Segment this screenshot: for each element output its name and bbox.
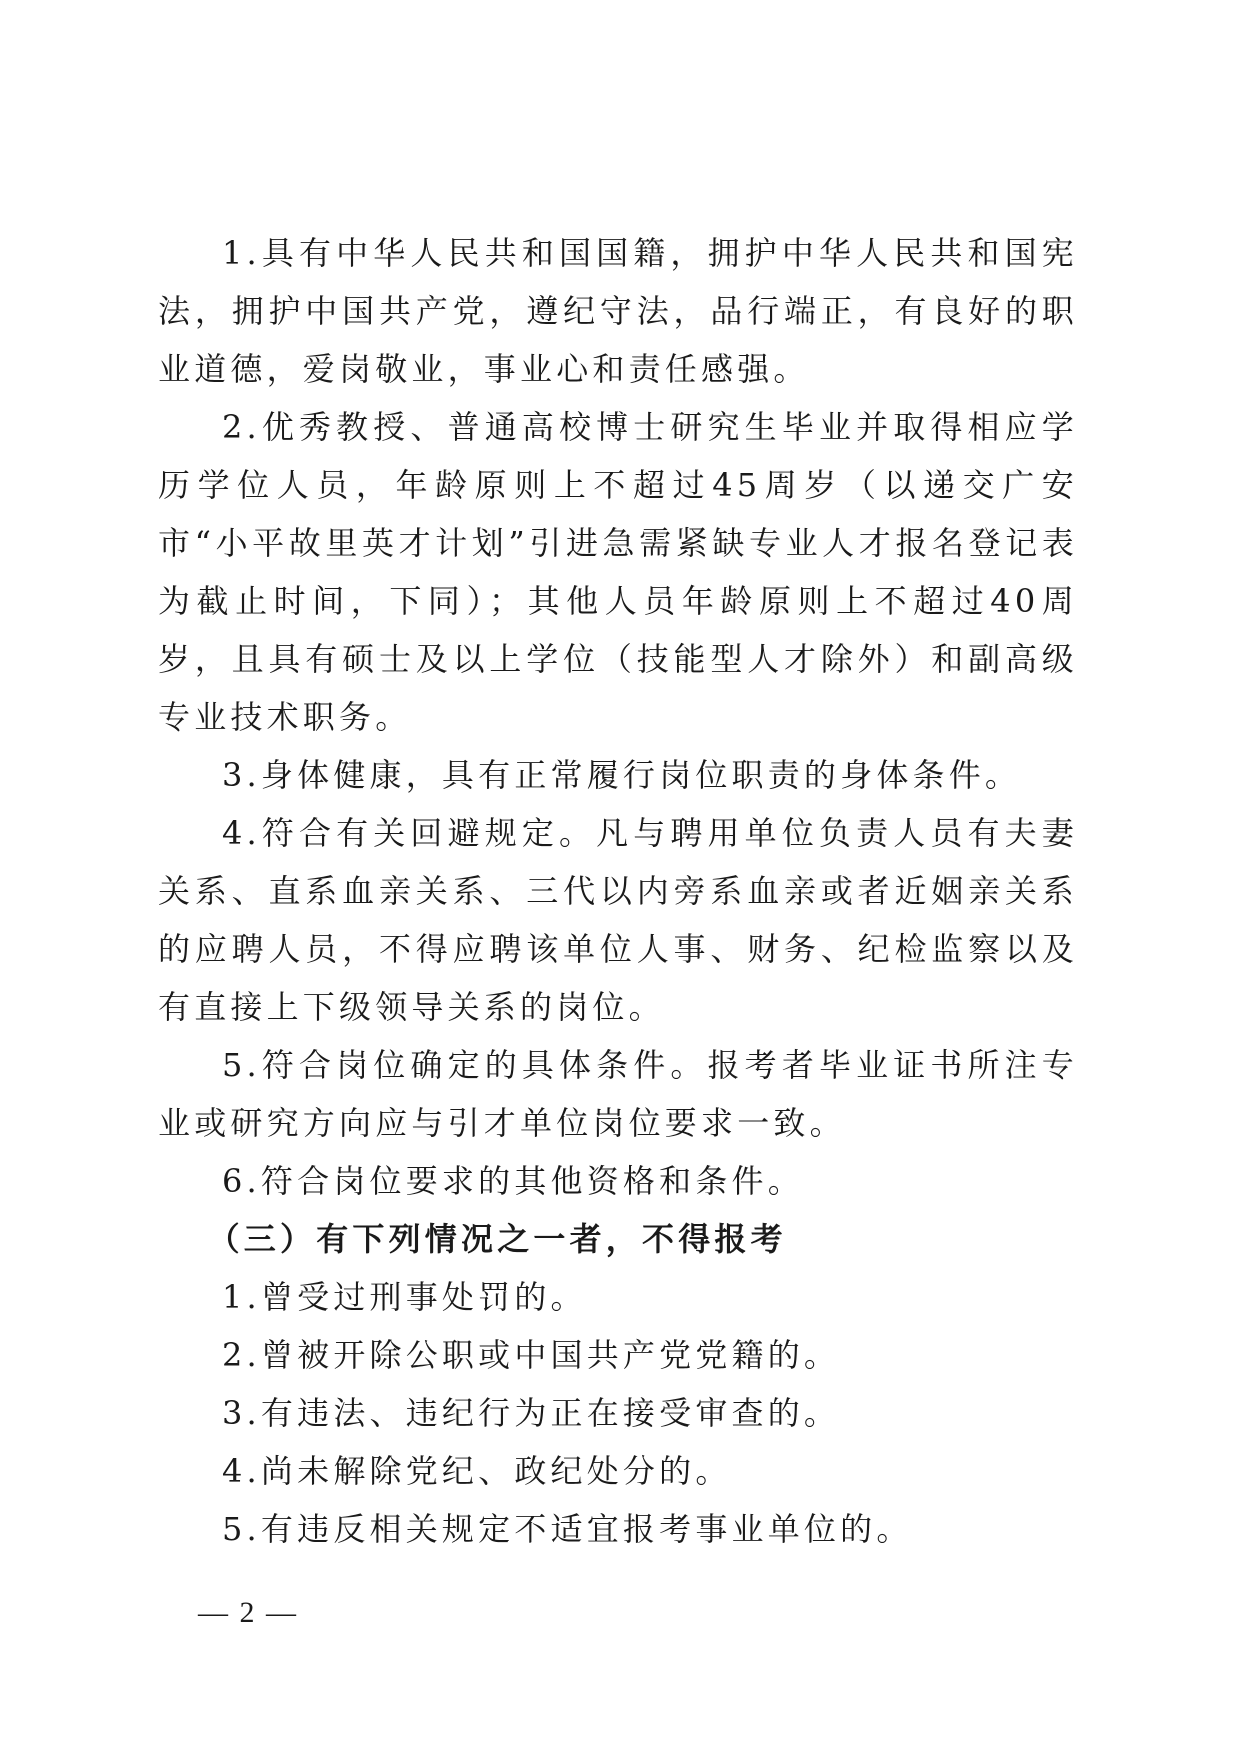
requirement-1: 1.具有中华人民共和国国籍，拥护中华人民共和国宪法，拥护中国共产党，遵纪守法，品行端正，有良好的职业道德，爱岗敬业，事业心和责任感强。: [158, 234, 1078, 388]
exclusion-2: 2.曾被开除公职或中国共产党党籍的。: [222, 1336, 841, 1374]
exclusion-3: 3.有违法、违纪行为正在接受审查的。: [222, 1394, 841, 1432]
exclusion-1: 1.曾受过刑事处罚的。: [222, 1278, 587, 1316]
requirement-6: 6.符合岗位要求的其他资格和条件。: [222, 1162, 804, 1200]
requirement-5: 5.符合岗位确定的具体条件。报考者毕业证书所注专业或研究方向应与引才单位岗位要求一致。: [158, 1046, 1078, 1142]
requirement-2: 2.优秀教授、普通高校博士研究生毕业并取得相应学历学位人员，年龄原则上不超过45周岁（以递交广安市“小平故里英才计划”引进急需紧缺专业人才报名登记表为截止时间，下同）；其他人员年龄原则上不超过40周岁，且具有硕士及以上学位（技能型人才除外）和副高级专业技术职务。: [158, 408, 1078, 736]
exclusion-5: 5.有违反相关规定不适宜报考事业单位的。: [222, 1510, 913, 1548]
section-heading: （三）有下列情况之一者，不得报考: [207, 1220, 787, 1258]
page-body: [158, 224, 1078, 1558]
exclusion-4: 4.尚未解除党纪、政纪处分的。: [222, 1452, 732, 1490]
page-number: — 2 —: [198, 1596, 298, 1629]
requirement-3: 3.身体健康，具有正常履行岗位职责的身体条件。: [222, 756, 1022, 794]
requirement-4: 4.符合有关回避规定。凡与聘用单位负责人员有夫妻关系、直系血亲关系、三代以内旁系血亲或者近姻亲关系的应聘人员，不得应聘该单位人事、财务、纪检监察以及有直接上下级领导关系的岗位。: [158, 814, 1078, 1026]
